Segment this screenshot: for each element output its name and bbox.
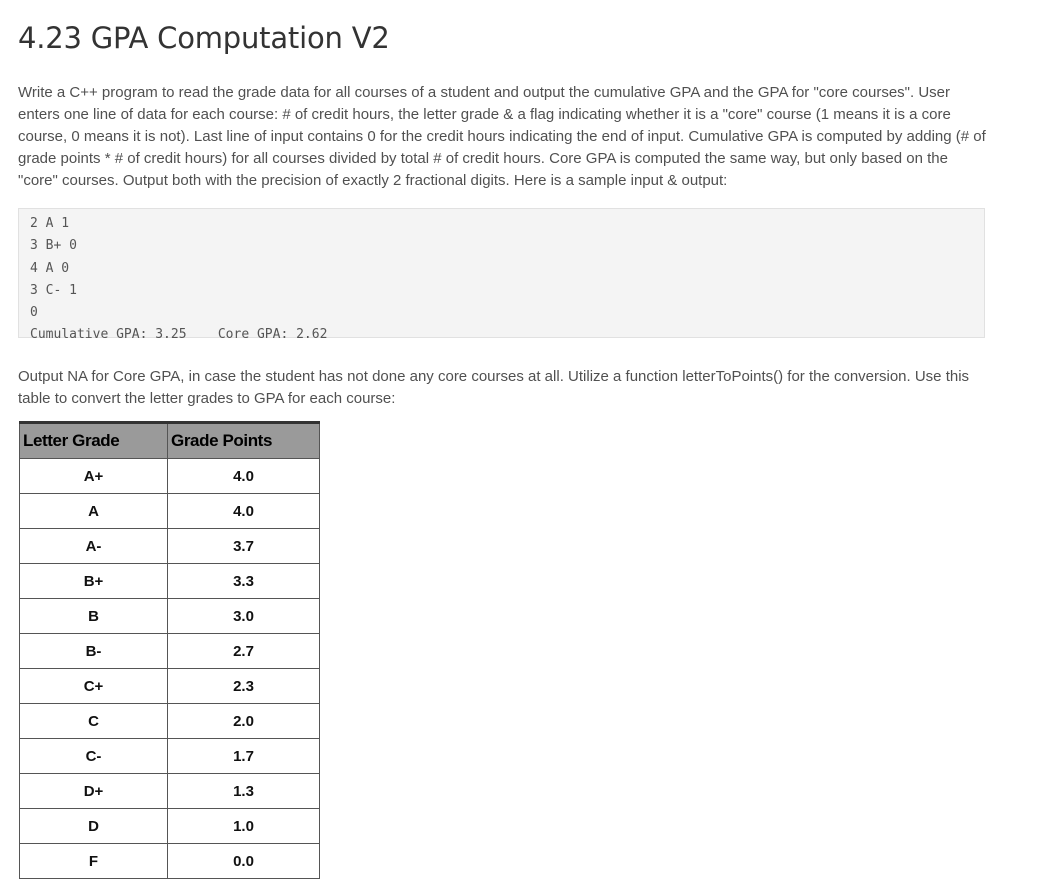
points-cell: 2.3 [168, 669, 320, 704]
letter-cell: C- [20, 739, 168, 774]
points-cell: 4.0 [168, 459, 320, 494]
sample-line: 4 A 0 [30, 260, 70, 276]
header-letter-grade: Letter Grade [20, 423, 168, 459]
sample-line: 3 B+ 0 [30, 238, 77, 254]
letter-cell: A+ [20, 459, 168, 494]
letter-cell: A- [20, 529, 168, 564]
table-header-row [20, 423, 320, 459]
letter-cell: D [20, 809, 168, 844]
points-cell: 3.7 [168, 529, 320, 564]
sample-io-block [18, 208, 985, 343]
points-cell: 3.3 [168, 564, 320, 599]
table-row [20, 634, 320, 669]
table-row [20, 564, 320, 599]
grade-conversion-table [19, 421, 320, 879]
sample-line: 0 [30, 305, 38, 321]
letter-cell: C+ [20, 669, 168, 704]
sample-output-line: Cumulative GPA: 3.25 Core GPA: 2.62 [30, 327, 328, 343]
points-cell: 1.0 [168, 809, 320, 844]
letter-cell: C [20, 704, 168, 739]
points-cell: 2.0 [168, 704, 320, 739]
table-row [20, 704, 320, 739]
letter-cell: B [20, 599, 168, 634]
table-row [20, 669, 320, 704]
header-grade-points: Grade Points [168, 423, 320, 459]
letter-cell: B+ [20, 564, 168, 599]
table-row [20, 599, 320, 634]
points-cell: 2.7 [168, 634, 320, 669]
page-title: 4.23 GPA Computation V2 [18, 21, 390, 55]
points-cell: 1.3 [168, 774, 320, 809]
table-row [20, 459, 320, 494]
sample-line: 2 A 1 [30, 216, 70, 231]
table-row [20, 844, 320, 879]
table-row [20, 774, 320, 809]
table-row [20, 529, 320, 564]
letter-cell: A [20, 494, 168, 529]
points-cell: 3.0 [168, 599, 320, 634]
conversion-note: Output NA for Core GPA, in case the student has not done any core courses at all. Utilize a function letterToPoints() for the conversion. Use this table to convert the letter grades to GPA for each course: [18, 368, 970, 407]
letter-cell: B- [20, 634, 168, 669]
letter-cell: F [20, 844, 168, 879]
points-cell: 1.7 [168, 739, 320, 774]
problem-description: Write a C++ program to read the grade data for all courses of a student and output the cumulative GPA and the GPA for "core courses". User enters one line of data for each course: # of credit hours, the letter grade & a flag indicating whether it is a "core" course (1 means it is a core course, 0 means it is not). Last line of input contains 0 for the credit hours indicating the end of input. Cumulative GPA is computed by adding (# of grade points * # of credit hours) for all courses divided by total # of credit hours. Core GPA is computed the same way, but only based on the "core" courses. Output both with the precision of exactly 2 fractional digits. Here is a sample input & output: [18, 84, 986, 189]
table-row [20, 494, 320, 529]
table-row [20, 739, 320, 774]
letter-cell: D+ [20, 774, 168, 809]
table-row [20, 809, 320, 844]
sample-line: 3 C- 1 [30, 282, 77, 298]
points-cell: 0.0 [168, 844, 320, 879]
points-cell: 4.0 [168, 494, 320, 529]
